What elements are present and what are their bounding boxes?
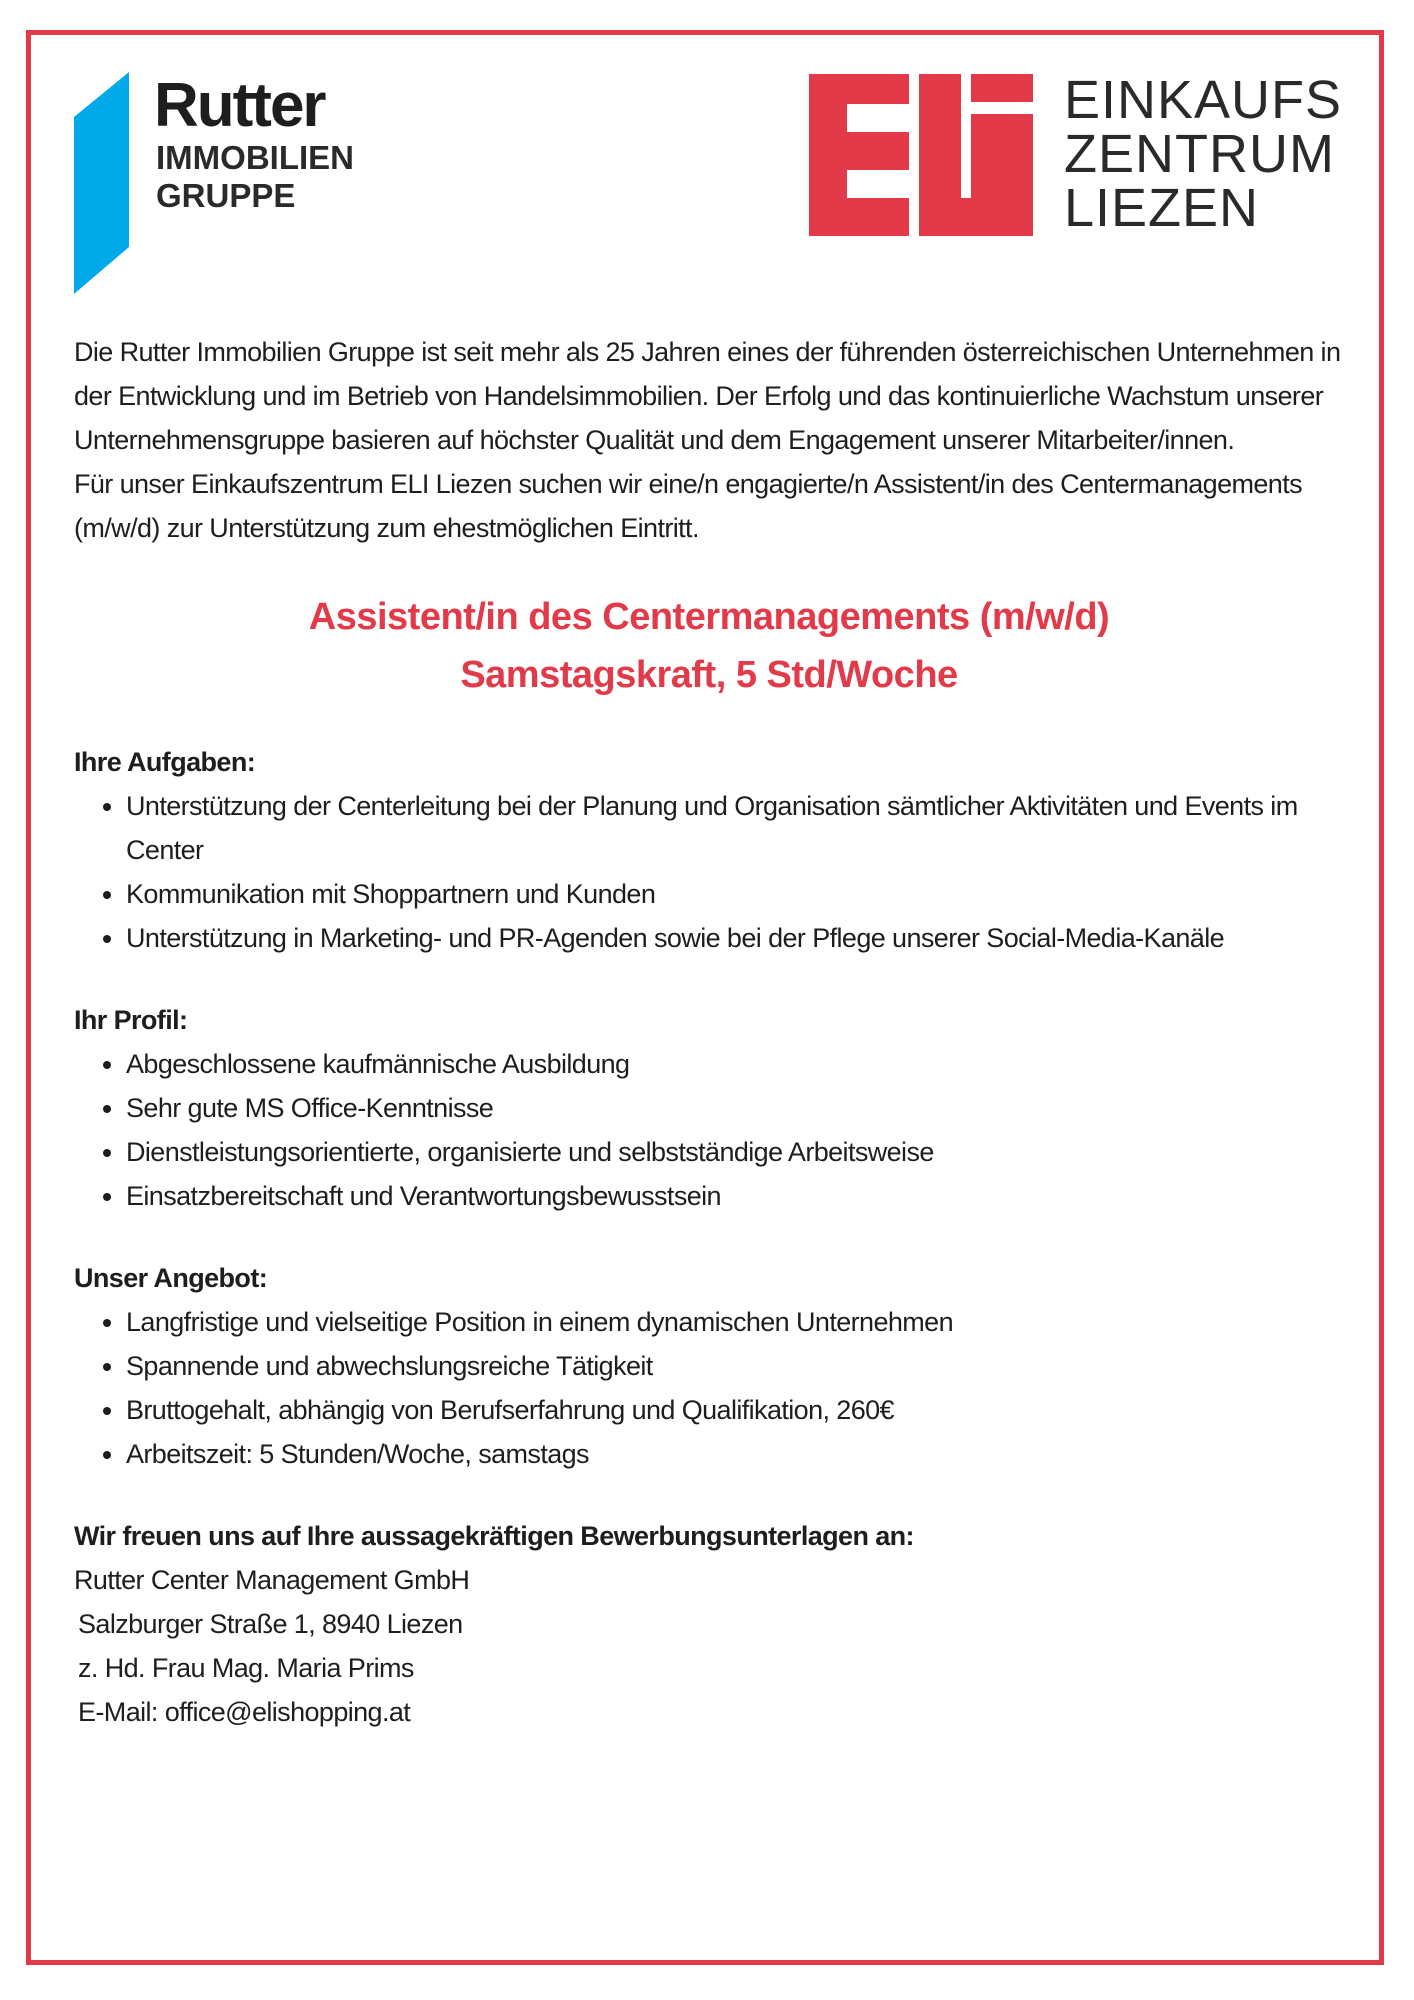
profil-heading: Ihr Profil: (74, 1005, 188, 1035)
profil-list (74, 1042, 1344, 1218)
contact-heading: Wir freuen uns auf Ihre aussagekräftigen Bewerbungsunterlagen an: (74, 1521, 914, 1551)
contact-email[interactable]: E-Mail: office@elishopping.at (78, 1697, 411, 1727)
list-item: • Abgeschlossene kaufmännische Ausbildung (126, 1042, 1344, 1086)
rutter-logo-name: Rutter (154, 71, 325, 140)
contact-company: Rutter Center Management GmbH (74, 1565, 470, 1595)
list-item: • Langfristige und vielseitige Position in einem dynamischen Unternehmen (126, 1300, 1344, 1344)
angebot-list (74, 1300, 1344, 1476)
rutter-logo-bar-icon (74, 72, 134, 297)
list-item: • Kommunikation mit Shoppartnern und Kunden (126, 872, 1344, 916)
eli-logo-line1: EINKAUFS (1064, 70, 1343, 130)
aufgaben-list (74, 784, 1344, 960)
list-item: • Sehr gute MS Office-Kenntnisse (126, 1086, 1344, 1130)
eli-logo-line2: ZENTRUM (1064, 124, 1335, 184)
job-title (74, 588, 1344, 704)
rutter-logo-line2: GRUPPE (156, 177, 296, 214)
job-title-line1: Assistent/in des Centermanagements (m/w/d) (308, 596, 1110, 638)
list-item: • Unterstützung in Marketing- und PR-Agenden sowie bei der Pflege unserer Social-Media-Kanäle (126, 916, 1344, 960)
list-item: • Unterstützung der Centerleitung bei der Planung und Organisation sämtlicher Aktivitäten und Events im Center (126, 784, 1344, 872)
intro-paragraph-1: Die Rutter Immobilien Gruppe ist seit mehr als 25 Jahren eines der führenden österreichischen Unternehmen in der Entwicklung und im Betrieb von Handelsimmobilien. Der Erfolg und das kontinuierliche Wachstum unserer Unternehmensgruppe basieren auf höchster Qualität und dem Engagement unserer Mitarbeiter/innen. (74, 337, 1341, 455)
eli-logo (809, 70, 1349, 239)
list-item: • Bruttogehalt, abhängig von Berufserfahrung und Qualifikation, 260€ (126, 1388, 1344, 1432)
job-title-line2: Samstagskraft, 5 Std/Woche (460, 654, 958, 696)
eli-logo-mark-icon (809, 74, 1039, 236)
list-item: • Spannende und abwechslungsreiche Tätigkeit (126, 1344, 1344, 1388)
job-posting-content (74, 330, 1344, 1734)
list-item: • Arbeitszeit: 5 Stunden/Woche, samstags (126, 1432, 1344, 1476)
list-item: • Dienstleistungsorientierte, organisierte und selbstständige Arbeitsweise (126, 1130, 1344, 1174)
list-item: • Einsatzbereitschaft und Verantwortungsbewusstsein (126, 1174, 1344, 1218)
rutter-logo-line1: IMMOBILIEN (156, 139, 354, 176)
eli-logo-line3: LIEZEN (1064, 178, 1260, 238)
aufgaben-heading: Ihre Aufgaben: (74, 747, 256, 777)
rutter-logo (74, 72, 394, 297)
contact-address: Salzburger Straße 1, 8940 Liezen (78, 1609, 463, 1639)
contact-attention: z. Hd. Frau Mag. Maria Prims (78, 1653, 414, 1683)
angebot-heading: Unser Angebot: (74, 1263, 268, 1293)
intro-paragraph-2: Für unser Einkaufszentrum ELI Liezen suchen wir eine/n engagierte/n Assistent/in des Centermanagements (m/w/d) zur Unterstützung zum ehestmöglichen Eintritt. (74, 469, 1303, 543)
